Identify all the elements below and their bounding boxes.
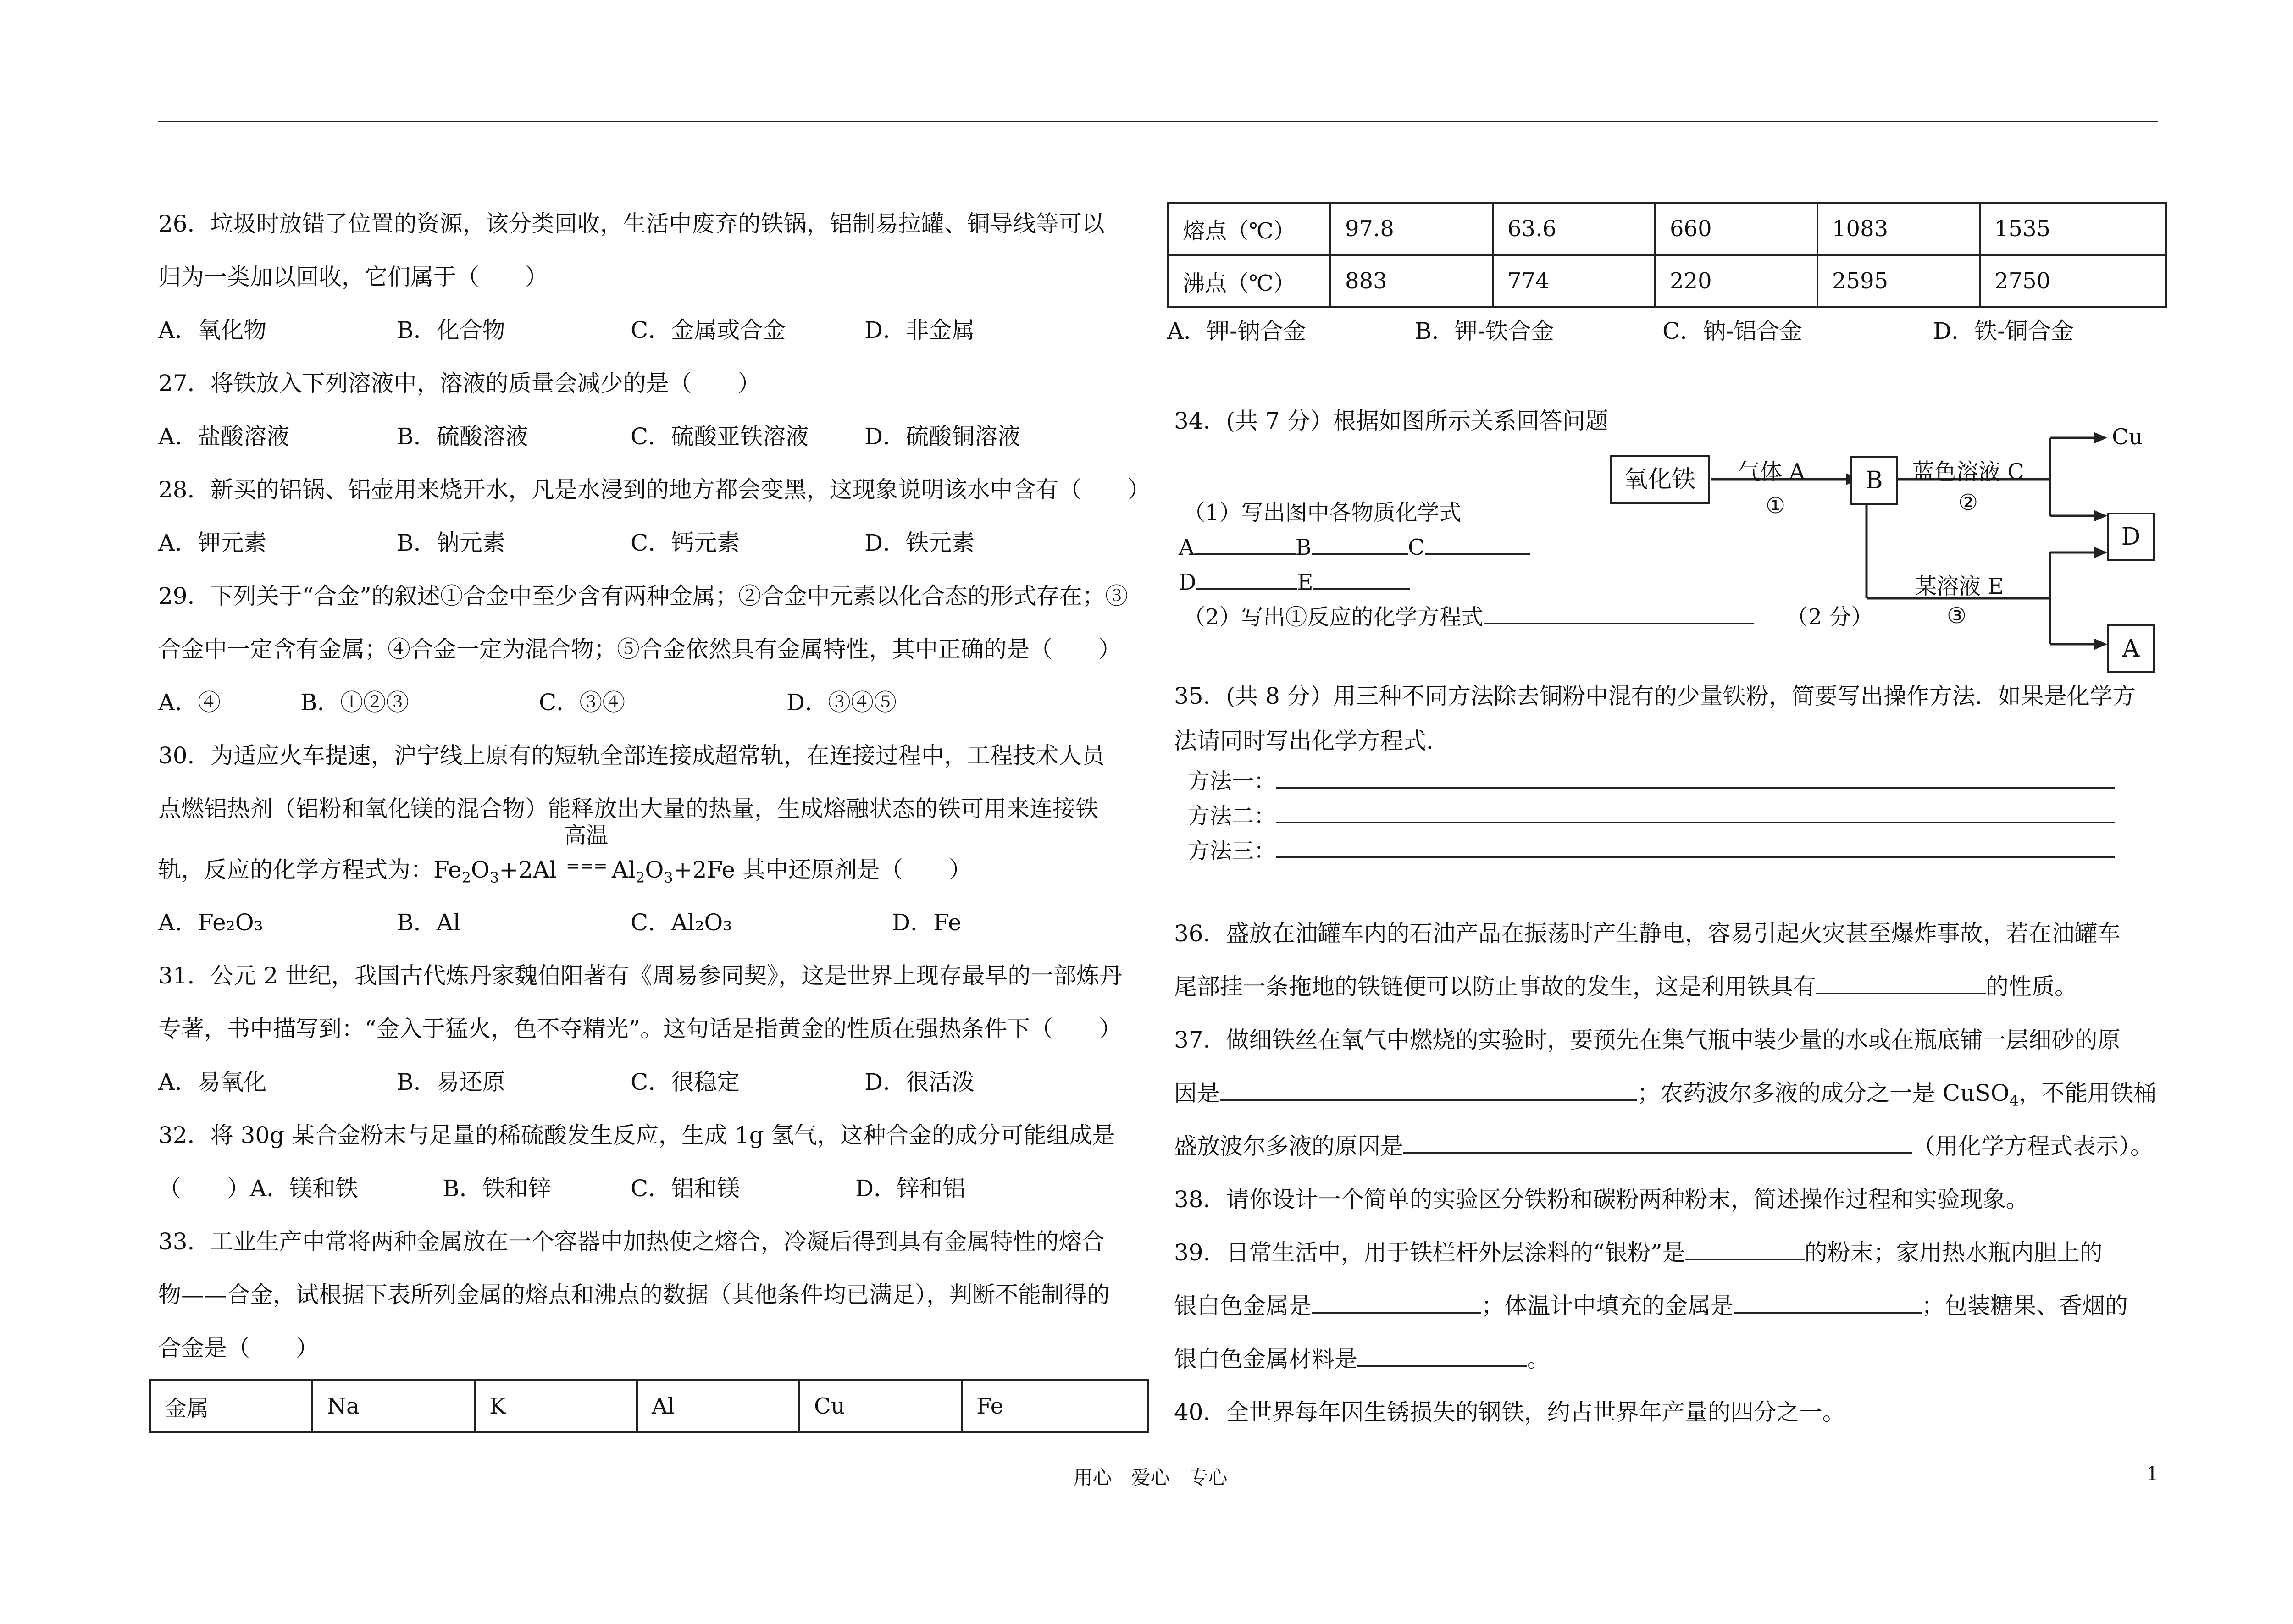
table-cell: 2595 [1817, 255, 1980, 307]
table-cell: 1083 [1817, 203, 1980, 255]
table-cell: 2750 [1980, 255, 2166, 307]
table-cell: 774 [1493, 255, 1655, 307]
q30-option-c: C．Al₂O₃ [631, 909, 732, 936]
q35-block [1174, 669, 2136, 868]
q26-option-c: C．金属或合金 [631, 317, 786, 343]
q33-option-c: C．钠-铝合金 [1662, 318, 1803, 344]
box-a: A [2107, 624, 2155, 673]
answer-blank[interactable] [1312, 1291, 1481, 1314]
q39-line2: 银白色金属是 ；体温计中填充的金属是 ；包装糖果、香烟的 [1174, 1279, 2156, 1332]
page-number: 1 [2146, 1463, 2159, 1485]
table-cell: 63.6 [1493, 203, 1655, 255]
q29-line2: 合金中一定含有金属；④合金一定为混合物；⑤合金依然具有金属特性，其中正确的是（ ） [158, 636, 1121, 663]
q32-line1: 32．将 30g 某合金粉末与足量的稀硫酸发生反应，生成 1g 氢气，这种合金的成分可能组成是 [158, 1122, 1115, 1149]
answer-blank[interactable] [1734, 1291, 1922, 1314]
footer-motto: 用心 爱心 专心 [1073, 1466, 1228, 1489]
label-solution-e: 某溶液 E [1915, 574, 2004, 599]
q32-option-c: C．铝和镁 [631, 1175, 740, 1202]
q27-option-a: A．盐酸溶液 [158, 423, 290, 450]
answer-blank[interactable] [1276, 767, 2115, 789]
table-cell: 883 [1330, 255, 1493, 307]
table-cell: 金属 [150, 1380, 312, 1432]
q28-option-a: A．钾元素 [158, 530, 267, 556]
q30-option-d: D．Fe [892, 909, 962, 936]
q28-option-c: C．钙元素 [631, 530, 740, 556]
q37-line3: 盛放波尔多液的原因是 （用化学方程式表示）。 [1174, 1120, 2156, 1173]
table-cell: 660 [1655, 203, 1817, 255]
q34-sub1: （1）写出图中各物质化学式 [1183, 500, 1462, 525]
q34-sub2: （2）写出①反应的化学方程式 （2 分） [1183, 600, 1873, 635]
q27-option-d: D．硫酸铜溶液 [864, 423, 1021, 450]
table-cell: 1535 [1980, 203, 2166, 255]
label-step-1: ① [1766, 493, 1786, 519]
answer-blank[interactable] [1220, 1078, 1637, 1101]
q34-blanks-abc: A B C [1179, 530, 1873, 565]
method-one: 方法一： [1188, 764, 2136, 799]
table-cell: Cu [799, 1380, 962, 1432]
q28-line1: 28．新买的铝锅、铝壶用来烧开水，凡是水浸到的地方都会变黑，这现象说明该水中含有（ ） [158, 476, 1151, 503]
q28-option-b: B．钠元素 [397, 530, 505, 556]
q32-option-a: （ ）A．镁和铁 [158, 1175, 359, 1202]
answer-blank[interactable] [1276, 801, 2115, 823]
box-d: D [2107, 513, 2155, 561]
method-two: 方法二： [1188, 799, 2136, 834]
q31-line2: 专著，书中描写到：“金入于猛火，色不夺精光”。这句话是指黄金的性质在强热条件下（ ） [158, 1016, 1122, 1042]
q39-line1: 39．日常生活中，用于铁栏杆外层涂料的“银粉”是 的粉末；家用热水瓶内胆上的 [1174, 1226, 2156, 1279]
q33-option-d: D．铁-铜合金 [1933, 318, 2074, 344]
answer-blank[interactable] [1276, 836, 2115, 858]
q27-line1: 27．将铁放入下列溶液中，溶液的质量会减少的是（ ） [158, 370, 761, 397]
q33-line3: 合金是（ ） [158, 1335, 319, 1361]
table-cell: Al [637, 1380, 799, 1432]
label-step-3: ③ [1947, 603, 1967, 629]
footer [0, 1463, 2293, 1490]
reaction-condition: 高温 === [564, 823, 609, 876]
table-cell: 熔点（℃） [1168, 203, 1330, 255]
q29-option-c: C．③④ [539, 689, 626, 716]
q31-option-d: D．很活泼 [864, 1069, 975, 1095]
answer-blank[interactable] [1685, 1237, 1805, 1260]
q31-option-b: B．易还原 [397, 1069, 505, 1095]
table-cell: 220 [1655, 255, 1817, 307]
q26-option-d: D．非金属 [864, 317, 975, 343]
q26-option-a: A．氧化物 [158, 317, 267, 343]
q30-option-b: B．Al [397, 909, 460, 936]
q29-option-a: A．④ [158, 689, 221, 716]
label-gas-a: 气体 A [1738, 459, 1805, 485]
q35-line2: 法请同时写出化学方程式． [1174, 728, 1449, 754]
table-cell: 97.8 [1330, 203, 1493, 255]
q30-option-a: A．Fe₂O₃ [158, 909, 263, 936]
q36-line1: 36．盛放在油罐车内的石油产品在振荡时产生静电，容易引起火灾甚至爆炸事故，若在油罐车 [1174, 920, 2121, 947]
table-cell: 沸点（℃） [1168, 255, 1330, 307]
q32-option-d: D．锌和铝 [855, 1175, 966, 1202]
q30-line3: 轨，反应的化学方程式为：$Fe_2O_3+2Al$ 高温 === $Al_2O_3+2Fe$ 其中还原剂是（ ） [158, 823, 972, 886]
label-cu: Cu [2112, 424, 2143, 450]
table-cell: Fe [962, 1380, 1148, 1432]
q31-option-c: C．很稳定 [631, 1069, 740, 1095]
q29-option-d: D．③④⑤ [786, 689, 897, 716]
q27-option-b: B．硫酸溶液 [397, 423, 528, 450]
q38-line1: 38．请你设计一个简单的实验区分铁粉和碳粉两种粉末，简述操作过程和实验现象。 [1174, 1186, 2029, 1213]
q31-line1: 31．公元 2 世纪，我国古代炼丹家魏伯阳著有《周易参同契》，这是世界上现存最早的一部炼丹 [158, 962, 1123, 989]
q36-q40-block [1174, 907, 2156, 1439]
box-iron-oxide: 氧化铁 [1610, 455, 1710, 504]
q30-line1: 30．为适应火车提速，沪宁线上原有的短轨全部连接成超常轨，在连接过程中，工程技术人员 [158, 742, 1105, 769]
q29-option-b: B．①②③ [300, 689, 409, 716]
q26-line2: 归为一类加以回收，它们属于（ ） [158, 264, 548, 290]
answer-blank[interactable] [1357, 1344, 1527, 1367]
q28-option-d: D．铁元素 [864, 530, 975, 556]
method-three: 方法三： [1188, 834, 2136, 868]
q33-option-b: B．钾-铁合金 [1415, 318, 1554, 344]
q29-line1: 29．下列关于“合金”的叙述①合金中至少含有两种金属；②合金中元素以化合态的形式存在；③ [158, 583, 1128, 609]
answer-blank[interactable] [1403, 1131, 1912, 1154]
table-cell: K [475, 1380, 637, 1432]
q31-option-a: A．易氧化 [158, 1069, 267, 1095]
q34-line1: 34．(共 7 分）根据如图所示关系回答问题 [1174, 408, 1608, 434]
box-b: B [1850, 456, 1898, 505]
label-blue-solution-c: 蓝色溶液 C [1912, 459, 2024, 485]
answer-blank[interactable] [1816, 972, 1986, 994]
q32-option-b: B．铁和锌 [443, 1175, 551, 1202]
q40-line1: 40．全世界每年因生锈损失的钢铁，约占世界年产量的四分之一。 [1174, 1399, 1845, 1425]
q26-option-b: B．化合物 [397, 317, 505, 343]
q33-line1: 33．工业生产中常将两种金属放在一个容器中加热使之熔合，冷凝后得到具有金属特性的熔合 [158, 1228, 1105, 1255]
q35-line1: 35．(共 8 分）用三种不同方法除去铜粉中混有的少量铁粉，简要写出操作方法．如果是化学方 [1174, 683, 2136, 709]
q34-blanks-de: D E [1179, 565, 1873, 600]
q26-line1: 26．垃圾时放错了位置的资源，该分类回收，生活中废弃的铁锅，铝制易拉罐、铜导线等可以 [158, 210, 1105, 237]
q27-option-c: C．硫酸亚铁溶液 [631, 423, 809, 450]
q33-line2: 物——合金，试根据下表所列金属的熔点和沸点的数据（其他条件均已满足），判断不能制得的 [158, 1282, 1110, 1308]
q37-line2: 因是 ；农药波尔多液的成分之一是 CuSO$_4$，不能用铁桶 [1174, 1066, 2156, 1120]
q37-line1: 37．做细铁丝在氧气中燃烧的实验时，要预先在集气瓶中装少量的水或在瓶底铺一层细砂的原 [1174, 1027, 2121, 1053]
q33-option-a: A．钾-钠合金 [1167, 318, 1307, 344]
label-step-2: ② [1958, 490, 1978, 515]
q30-line2: 点燃铝热剂（铝粉和氧化镁的混合物）能释放出大量的热量，生成熔融状态的铁可用来连接铁 [158, 795, 1098, 822]
table-cell: Na [312, 1380, 475, 1432]
q36-line2: 尾部挂一条拖地的铁链便可以防止事故的发生，这是利用铁具有 的性质。 [1174, 960, 2156, 1013]
q39-line3: 银白色金属材料是 。 [1174, 1332, 2156, 1386]
